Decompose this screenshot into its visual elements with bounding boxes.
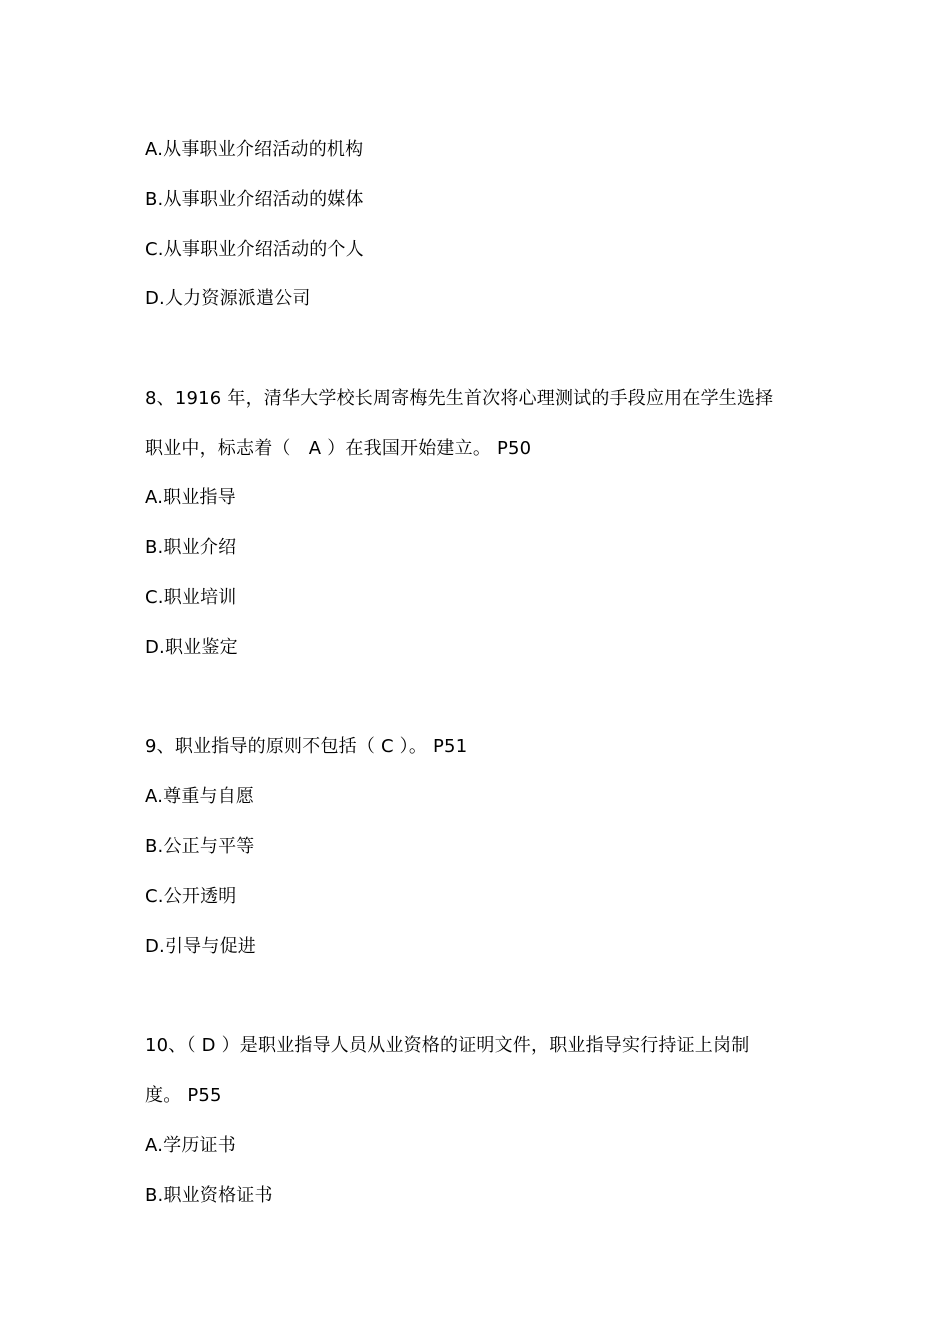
option-9c: C.公开透明 [145, 886, 237, 907]
option-9a: A.尊重与自愿 [145, 786, 255, 807]
option-8b: B.职业介绍 [145, 537, 237, 558]
option-7d: D.人力资源派遣公司 [145, 288, 311, 309]
option-8d: D.职业鉴定 [145, 637, 238, 658]
question-10-line-2: 度。 P55 [145, 1085, 222, 1106]
question-8-line-2: 职业中，标志着（ A ）在我国开始建立。 P50 [145, 438, 532, 459]
option-10a: A.学历证书 [145, 1135, 236, 1156]
option-9b: B.公正与平等 [145, 836, 255, 857]
option-7a: A.从事职业介绍活动的机构 [145, 139, 364, 160]
question-10-line-1: 10、（ D ）是职业指导人员从业资格的证明文件，职业指导实行持证上岗制 [145, 1035, 750, 1056]
option-8c: C.职业培训 [145, 587, 237, 608]
option-10b: B.职业资格证书 [145, 1185, 273, 1206]
option-9d: D.引导与促进 [145, 936, 256, 957]
question-9: 9、职业指导的原则不包括（ C ）。 P51 [145, 736, 468, 757]
option-8a: A.职业指导 [145, 487, 236, 508]
question-8-line-1: 8、1916 年，清华大学校长周寄梅先生首次将心理测试的手段应用在学生选择 [145, 388, 774, 409]
option-7c: C.从事职业介绍活动的个人 [145, 239, 364, 260]
option-7b: B.从事职业介绍活动的媒体 [145, 189, 364, 210]
